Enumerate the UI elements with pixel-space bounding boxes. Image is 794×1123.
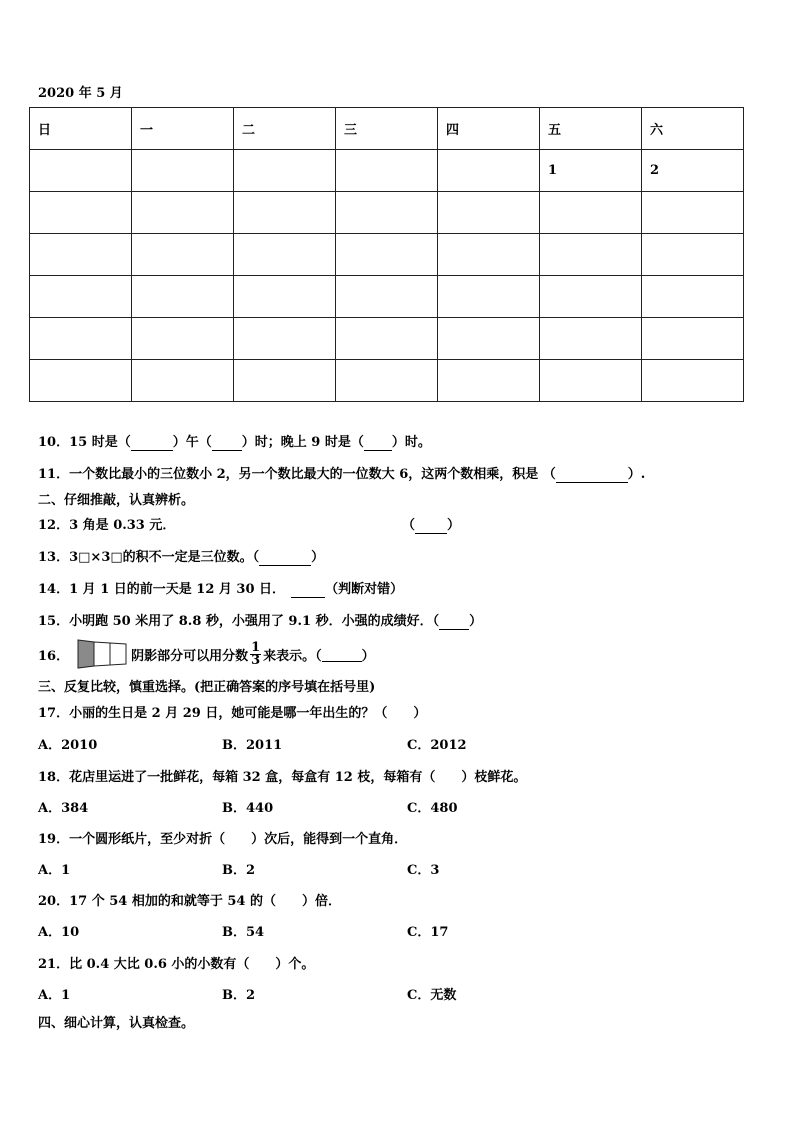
calendar-cell (30, 192, 132, 234)
answer-blank[interactable] (291, 582, 325, 598)
option-a[interactable]: A．1 (38, 988, 71, 1003)
question-text: 小丽的生日是 2 月 29 日，她可能是哪一年出生的？（ ） (69, 706, 427, 721)
question-18 (38, 766, 526, 785)
question-text: 小明跑 50 米用了 8.8 秒，小强用了 9.1 秒．小强的成绩好．（ (69, 614, 440, 629)
question-text: 一个圆形纸片，至少对折（ ）次后，能得到一个直角． (69, 832, 408, 847)
answer-blank[interactable] (364, 435, 392, 451)
calendar-cell (132, 150, 234, 192)
question-number: 20． (38, 894, 70, 909)
answer-blank[interactable] (439, 614, 469, 630)
calendar-cell (132, 234, 234, 276)
paren-close: ） (311, 550, 325, 565)
calendar-header: 六 (642, 108, 744, 150)
question-number: 21． (38, 957, 70, 972)
paren-close: ） (361, 648, 375, 664)
question-number: 15． (38, 614, 70, 629)
option-c[interactable]: C．480 (407, 801, 458, 816)
paren-close: ） (469, 614, 483, 629)
calendar-cell (234, 360, 336, 402)
question-text: 花店里运进了一批鲜花，每箱 32 盒，每盒有 12 枝，每箱有（ ）枝鲜花。 (69, 770, 527, 785)
calendar-cell (30, 318, 132, 360)
section-heading-2: 二、仔细推敲，认真辨析。 (38, 493, 195, 508)
question-10 (38, 431, 431, 451)
question-number: 14． (38, 582, 70, 597)
answer-blank[interactable] (259, 550, 311, 566)
question-16 (38, 637, 375, 671)
calendar-row (30, 234, 744, 276)
calendar-cell (540, 192, 642, 234)
option-b[interactable]: B．440 (222, 801, 274, 816)
question-number: 13． (38, 550, 70, 565)
answer-blank[interactable] (212, 435, 242, 451)
question-text: 比 0.4 大比 0.6 小的小数有（ ）个。 (69, 957, 315, 972)
option-b[interactable]: B．54 (222, 925, 265, 940)
calendar-cell (30, 234, 132, 276)
calendar-row (30, 192, 744, 234)
calendar-cell (234, 234, 336, 276)
question-text: 一个数比最小的三位数小 2，另一个数比最大的一位数大 6，这两个数相乘，积是 （ (69, 467, 556, 482)
question-text: 来表示。（ (263, 648, 322, 664)
calendar-cell (438, 276, 540, 318)
calendar-row (30, 150, 744, 192)
calendar-cell (234, 276, 336, 318)
option-c[interactable]: C．2012 (407, 738, 467, 753)
answer-blank[interactable] (131, 435, 173, 451)
calendar-row (30, 318, 744, 360)
question-text: 15 时是（ (69, 435, 131, 450)
calendar-header: 五 (540, 108, 642, 150)
question-text: ）时。 (391, 435, 431, 450)
calendar-header: 四 (438, 108, 540, 150)
question-number: 16． (38, 648, 70, 664)
calendar-cell (642, 318, 744, 360)
calendar-cell (642, 360, 744, 402)
option-b[interactable]: B．2 (222, 988, 256, 1003)
calendar-cell (234, 318, 336, 360)
calendar-cell (540, 360, 642, 402)
option-a[interactable]: A．384 (38, 801, 89, 816)
calendar-cell (540, 318, 642, 360)
calendar-header: 一 (132, 108, 234, 150)
calendar-cell (132, 360, 234, 402)
calendar-cell (336, 234, 438, 276)
calendar-title: 2020 年 5 月 (38, 86, 123, 101)
calendar-cell (336, 318, 438, 360)
calendar-cell (30, 276, 132, 318)
calendar-row (30, 276, 744, 318)
question-text: 阴影部分可以用分数 (131, 648, 249, 664)
calendar-cell: 1 (540, 150, 642, 192)
calendar-header: 三 (336, 108, 438, 150)
fraction (250, 639, 261, 668)
calendar-cell (132, 276, 234, 318)
option-a[interactable]: A．1 (38, 863, 71, 878)
question-14 (38, 578, 403, 598)
calendar-cell (438, 150, 540, 192)
question-19 (38, 828, 407, 847)
question-text: 3 角是 0.33 元． (69, 518, 176, 533)
calendar-cell (132, 318, 234, 360)
question-number: 19． (38, 832, 70, 847)
fraction-denominator: 3 (251, 652, 261, 668)
calendar-cell (132, 192, 234, 234)
calendar-cell (540, 234, 642, 276)
question-number: 17． (38, 706, 70, 721)
question-15 (38, 610, 482, 630)
question-20 (38, 890, 341, 909)
calendar-cell (336, 150, 438, 192)
calendar-cell (336, 360, 438, 402)
paren-open: （ (402, 518, 416, 533)
calendar-cell (234, 192, 336, 234)
question-11 (38, 463, 645, 483)
question-number: 10． (38, 435, 70, 450)
calendar-cell (642, 192, 744, 234)
question-hint: （判断对错） (325, 582, 404, 597)
question-text: ）午（ (172, 435, 212, 450)
answer-blank[interactable] (322, 646, 362, 662)
calendar-header: 二 (234, 108, 336, 150)
option-a[interactable]: A．2010 (38, 738, 98, 753)
option-c[interactable]: C．17 (407, 925, 449, 940)
calendar-cell (642, 276, 744, 318)
question-text: 3□×3□的积不一定是三位数。（ (69, 550, 260, 565)
question-13 (38, 546, 324, 566)
option-c[interactable]: C．无数 (407, 988, 457, 1003)
question-number: 12． (38, 518, 70, 533)
calendar-cell (438, 318, 540, 360)
question-17 (38, 702, 426, 721)
question-number: 11． (38, 467, 70, 482)
question-text: ）时；晚上 9 时是（ (241, 435, 364, 450)
section-heading-4: 四、细心计算，认真检查。 (38, 1016, 195, 1031)
calendar-cell (438, 234, 540, 276)
calendar-cell (642, 234, 744, 276)
shaded-bar-figure-icon (77, 639, 129, 669)
calendar-cell (30, 360, 132, 402)
option-b[interactable]: B．2011 (222, 738, 283, 753)
calendar-cell: 2 (642, 150, 744, 192)
calendar-cell (438, 360, 540, 402)
option-b[interactable]: B．2 (222, 863, 256, 878)
calendar-cell (336, 192, 438, 234)
answer-blank[interactable] (556, 467, 628, 483)
answer-blank[interactable] (415, 518, 447, 534)
section-heading-3: 三、反复比较，慎重选择。(把正确答案的序号填在括号里) (38, 680, 376, 695)
fraction-numerator: 1 (251, 639, 261, 655)
calendar-header: 日 (30, 108, 132, 150)
question-21 (38, 953, 314, 972)
question-text: 1 月 1 日的前一天是 12 月 30 日． (69, 582, 286, 597)
question-12-answer (402, 514, 460, 534)
calendar-cell (438, 192, 540, 234)
question-text: ）. (627, 467, 646, 482)
calendar-header-row (30, 108, 744, 150)
question-text: 17 个 54 相加的和就等于 54 的（ ）倍． (69, 894, 341, 909)
calendar-table (29, 107, 744, 402)
calendar-cell (30, 150, 132, 192)
paren-close: ） (447, 518, 461, 533)
calendar-cell (234, 150, 336, 192)
option-c[interactable]: C．3 (407, 863, 440, 878)
question-12 (38, 514, 175, 533)
question-number: 18． (38, 770, 70, 785)
calendar-cell (540, 276, 642, 318)
calendar-cell (336, 276, 438, 318)
calendar-row (30, 360, 744, 402)
option-a[interactable]: A．10 (38, 925, 80, 940)
